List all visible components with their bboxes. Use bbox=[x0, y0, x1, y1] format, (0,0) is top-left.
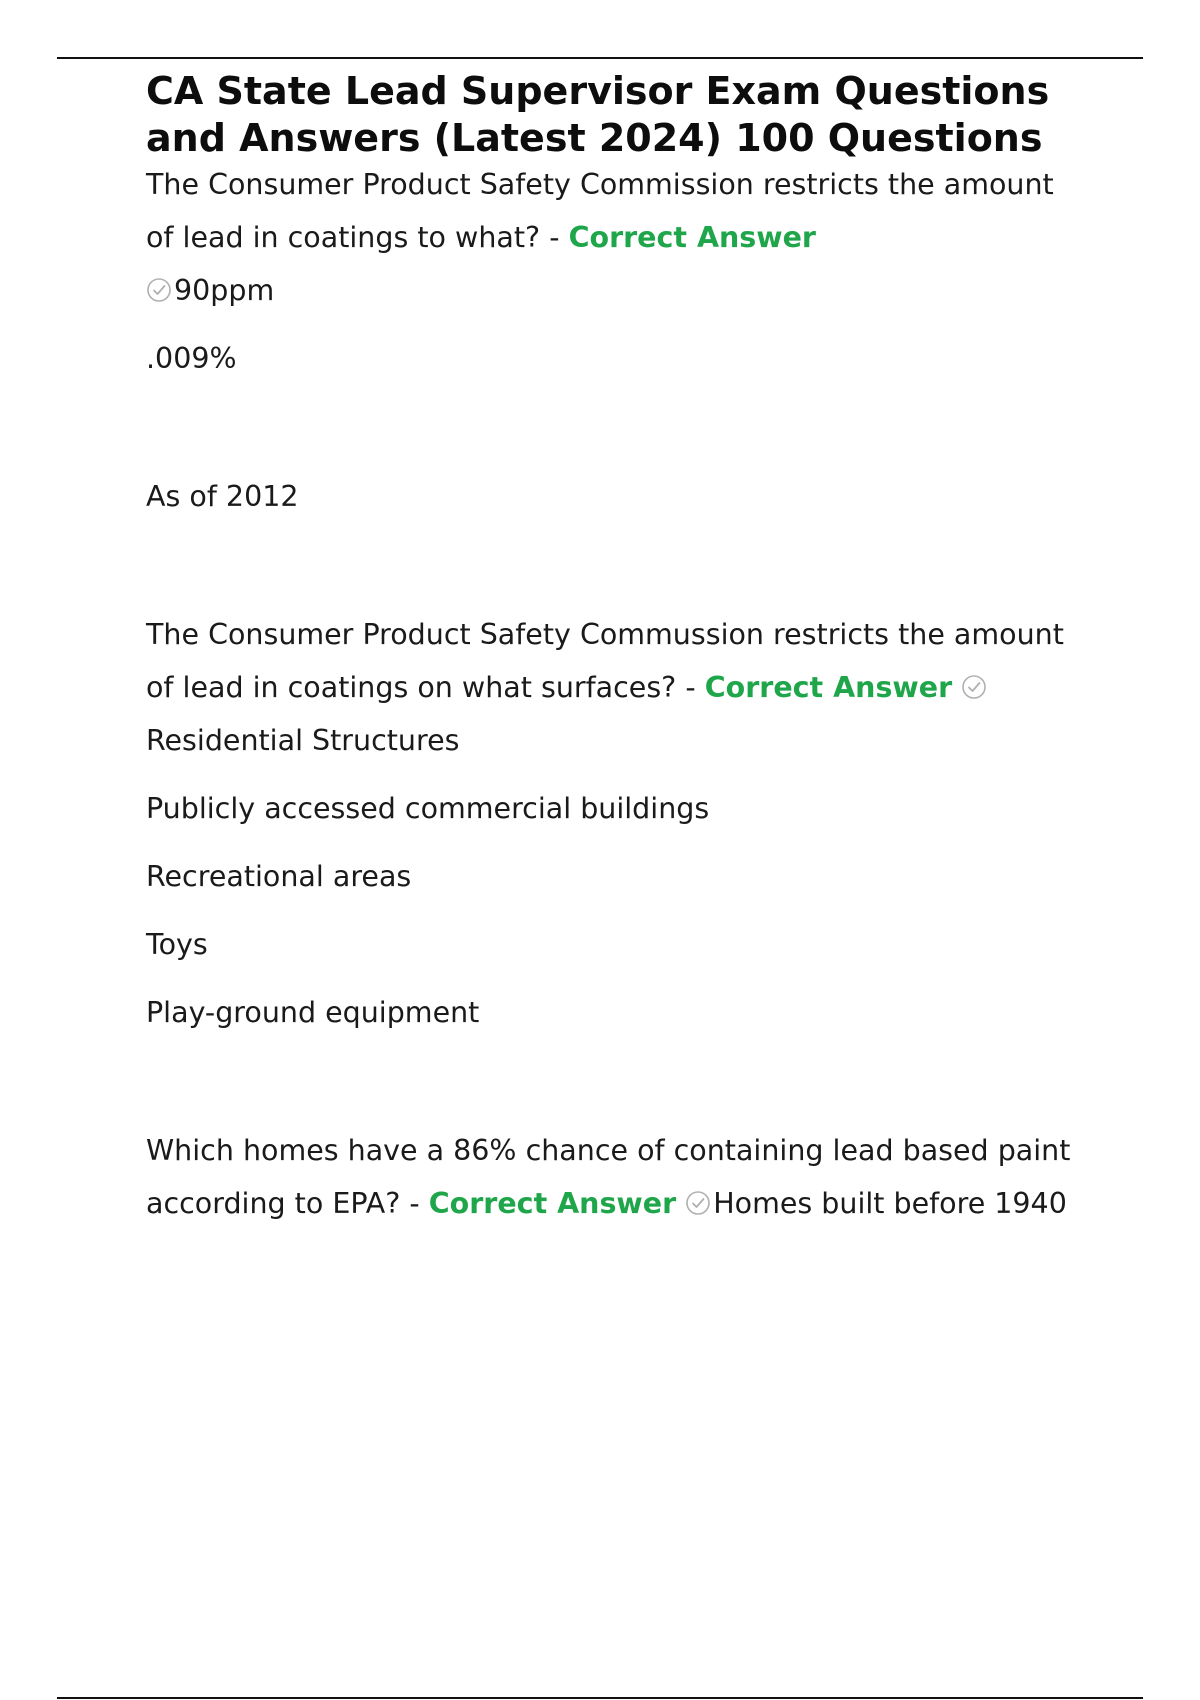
question-text: Which homes have a 86% chance of containing lead based paint according to EPA? bbox=[146, 1134, 1071, 1220]
check-circle-icon bbox=[961, 674, 987, 700]
question-1: The Consumer Product Safety Commission restricts the amount of lead in coatings to what? - Correct Answer 90ppm bbox=[146, 168, 1054, 307]
answer-text: 90ppm bbox=[174, 274, 275, 307]
document-title: CA State Lead Supervisor Exam Questions and Answers (Latest 2024) 100 Questions bbox=[146, 69, 1050, 160]
correct-answer-label: Correct Answer bbox=[568, 221, 816, 254]
answer-line: As of 2012 bbox=[146, 480, 299, 513]
answer-line: Recreational areas bbox=[146, 860, 412, 893]
answer-line: Play-ground equipment bbox=[146, 996, 480, 1029]
check-circle-icon bbox=[146, 277, 172, 303]
correct-answer-label: Correct Answer bbox=[704, 671, 953, 704]
question-2: The Consumer Product Safety Commussion restricts the amount of lead in coatings on what surfaces? - Correct Answer Residential Structures bbox=[146, 618, 1064, 757]
check-circle-icon bbox=[685, 1190, 711, 1216]
question-text: The Consumer Product Safety Commission restricts the amount of lead in coatings to what? bbox=[146, 168, 1054, 254]
bottom-rule bbox=[57, 1697, 1143, 1699]
document-page bbox=[146, 68, 1076, 1230]
answer-text: Homes built before 1940 bbox=[713, 1187, 1067, 1220]
answer-text: Residential Structures bbox=[146, 724, 460, 757]
question-text: The Consumer Product Safety Commussion restricts the amount of lead in coatings on what surfaces? bbox=[146, 618, 1064, 704]
answer-line: Publicly accessed commercial buildings bbox=[146, 792, 710, 825]
correct-answer-label: Correct Answer bbox=[428, 1187, 677, 1220]
top-rule bbox=[57, 57, 1143, 59]
question-3: Which homes have a 86% chance of containing lead based paint according to EPA? - Correct Answer Homes built before 1940 bbox=[146, 1134, 1071, 1220]
answer-line: Toys bbox=[146, 928, 208, 961]
answer-line: .009% bbox=[146, 342, 237, 375]
